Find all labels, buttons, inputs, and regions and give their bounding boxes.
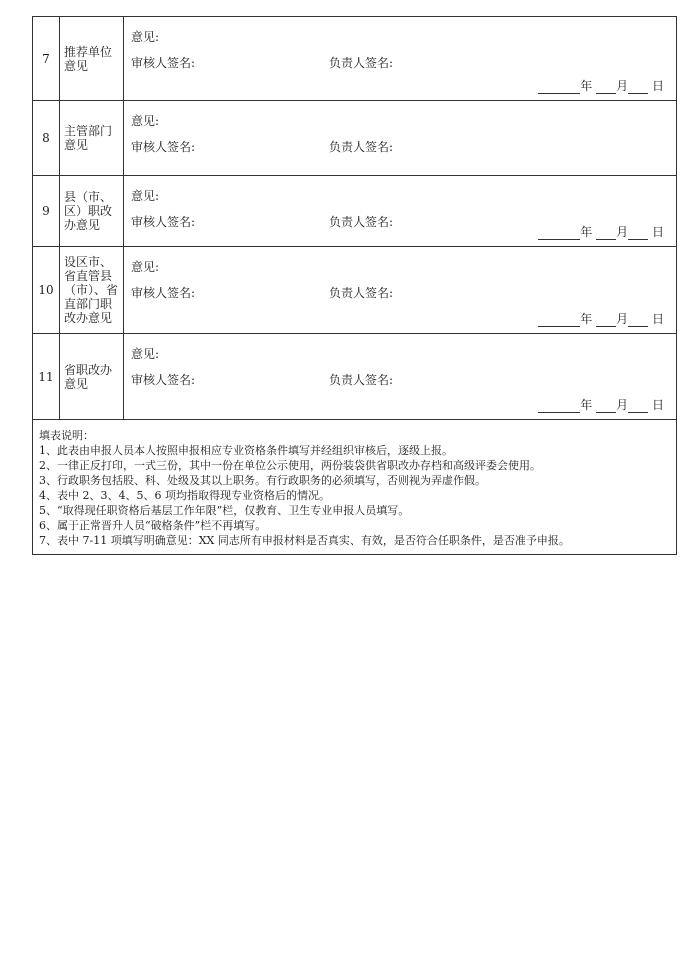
day-blank[interactable] (628, 314, 648, 327)
reviewer-signature-label: 审核人签名: (131, 286, 196, 300)
year-blank[interactable] (538, 400, 580, 413)
note-item: 5、“取得现任职资格后基层工作年限”栏，仅教育、卫生专业申报人员填写。 (39, 504, 410, 517)
opinion-label: 意见: (131, 260, 160, 274)
row-title: 省职改办意见 (60, 334, 124, 420)
table-row (33, 101, 677, 176)
row-number: 11 (33, 334, 60, 420)
opinion-label: 意见: (131, 347, 160, 361)
date-line (538, 223, 664, 240)
reviewer-signature-label: 审核人签名: (131, 56, 196, 70)
month-blank[interactable] (596, 227, 616, 240)
table-row (33, 334, 677, 420)
head-signature-label: 负责人签名: (329, 215, 394, 229)
head-signature-label: 负责人签名: (329, 373, 394, 387)
row-title: 主管部门意见 (60, 101, 124, 176)
month-blank[interactable] (596, 400, 616, 413)
opinion-label: 意见: (131, 189, 160, 203)
row-title: 设区市、省直管县（市）、省直部门职改办意见 (60, 247, 124, 334)
row-number: 7 (33, 17, 60, 101)
year-blank[interactable] (538, 81, 580, 94)
note-item: 1、此表由申报人员本人按照申报相应专业资格条件填写并经组织审核后，逐级上报。 (39, 444, 453, 457)
opinion-cell[interactable] (124, 17, 677, 101)
year-label: 年 (580, 225, 593, 239)
table-row (33, 247, 677, 334)
opinion-cell[interactable] (124, 101, 677, 176)
opinion-label: 意见: (131, 30, 160, 44)
opinion-label: 意见: (131, 114, 160, 128)
day-blank[interactable] (628, 81, 648, 94)
day-label: 日 (651, 225, 664, 239)
row-title: 县（市、区）职改办意见 (60, 176, 124, 247)
month-label: 月 (616, 312, 629, 326)
opinion-cell[interactable] (124, 176, 677, 247)
head-signature-label: 负责人签名: (329, 286, 394, 300)
head-signature-label: 负责人签名: (329, 140, 394, 154)
year-label: 年 (580, 312, 593, 326)
date-line (538, 310, 664, 327)
reviewer-signature-label: 审核人签名: (131, 373, 196, 387)
reviewer-signature-label: 审核人签名: (131, 215, 196, 229)
note-item: 4、表中 2、3、4、5、6 项均指取得现专业资格后的情况。 (39, 489, 330, 502)
month-blank[interactable] (596, 81, 616, 94)
opinion-form-table (32, 16, 677, 555)
day-label: 日 (651, 79, 664, 93)
day-label: 日 (651, 398, 664, 412)
year-label: 年 (580, 398, 593, 412)
head-signature-label: 负责人签名: (329, 56, 394, 70)
month-label: 月 (616, 225, 629, 239)
day-blank[interactable] (628, 400, 648, 413)
date-line (538, 396, 664, 413)
row-number: 8 (33, 101, 60, 176)
table-row (33, 176, 677, 247)
opinion-cell[interactable] (124, 247, 677, 334)
opinion-cell[interactable] (124, 334, 677, 420)
day-label: 日 (651, 312, 664, 326)
day-blank[interactable] (628, 227, 648, 240)
note-item: 6、属于正常晋升人员“破格条件”栏不再填写。 (39, 519, 267, 532)
reviewer-signature-label: 审核人签名: (131, 140, 196, 154)
year-blank[interactable] (538, 227, 580, 240)
notes-title: 填表说明： (39, 429, 94, 442)
month-blank[interactable] (596, 314, 616, 327)
year-label: 年 (580, 79, 593, 93)
note-item: 2、一律正反打印，一式三份，其中一份在单位公示使用，两份装袋供省职改办存档和高级评委会使用。 (39, 459, 541, 472)
row-number: 10 (33, 247, 60, 334)
year-blank[interactable] (538, 314, 580, 327)
month-label: 月 (616, 398, 629, 412)
notes-row (33, 420, 677, 555)
notes-cell (33, 420, 677, 555)
date-line (538, 77, 664, 94)
row-title: 推荐单位意见 (60, 17, 124, 101)
month-label: 月 (616, 79, 629, 93)
note-item: 3、行政职务包括股、科、处级及其以上职务。有行政职务的必须填写，否则视为弄虚作假。 (39, 474, 486, 487)
note-item: 7、表中 7-11 项填写明确意见：XX 同志所有申报材料是否真实、有效，是否符合任职条件，是否准予申报。 (39, 534, 570, 547)
table-row (33, 17, 677, 101)
row-number: 9 (33, 176, 60, 247)
